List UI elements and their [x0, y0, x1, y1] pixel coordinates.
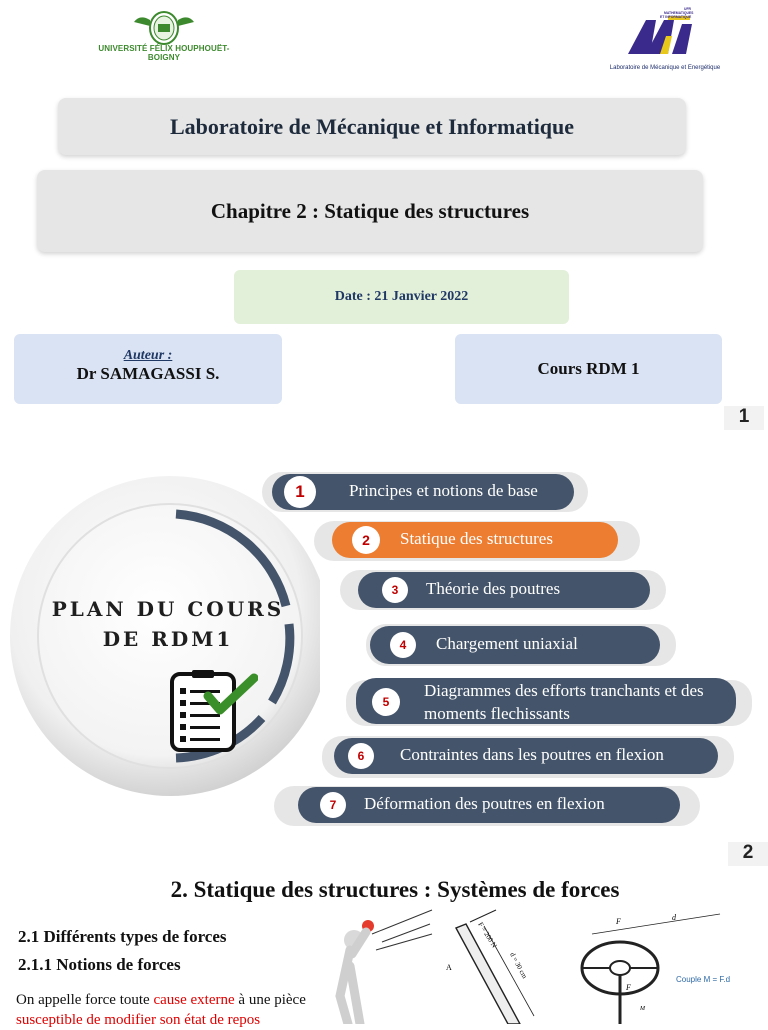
couple-label: Couple M = F.d [676, 975, 731, 984]
wrench-diagram-icon [446, 910, 534, 1024]
wheel-bottom-force-label: F [626, 983, 631, 992]
plan-title-line-2: DE RDM1 [102, 627, 234, 651]
slide3-title: 2. Statique des structures : Systèmes de forces [170, 877, 620, 902]
plan-item-7-label: Déformation des poutres en flexion [364, 794, 605, 813]
plan-item-3-label: Théorie des poutres [426, 579, 561, 598]
plan-item-2-number: 2 [352, 526, 380, 554]
wrench-point-label: A [446, 963, 452, 972]
plan-item-2-label: Statique des structures [400, 529, 553, 548]
course-box [455, 334, 722, 404]
plan-item-4[interactable] [370, 626, 660, 664]
checklist-icon [168, 668, 258, 754]
subtitle-types-of-forces: 2.1 Différents types de forces [18, 927, 227, 946]
wrench-distance-label: d = 30 cm [508, 951, 529, 980]
force-examples-figure [320, 906, 768, 1024]
lab-caption: Laboratoire de Mécanique et Energétique [609, 65, 721, 71]
chapter-title: Chapitre 2 : Statique des structures [210, 198, 530, 223]
plan-item-6[interactable] [334, 738, 718, 774]
lab-logo-text-2: MATHEMATIQUES [664, 11, 694, 15]
date-box [234, 270, 569, 324]
date-text: Date : 21 Janvier 2022 [334, 289, 469, 304]
plan-item-7-number: 7 [320, 792, 346, 818]
plan-item-4-label: Chargement uniaxial [436, 634, 578, 653]
plan-item-6-number: 6 [348, 743, 374, 769]
page-number-2: 2 [728, 842, 768, 866]
mi-lab-logo-icon [620, 6, 700, 60]
para-text-1: On appelle force toute [16, 992, 154, 1008]
plan-item-7[interactable] [298, 787, 680, 823]
para-highlight-2: susceptible de modifier son état de repos [16, 1012, 261, 1028]
para-highlight-1: cause externe [153, 992, 235, 1008]
subtitle-notions-of-forces: 2.1.1 Notions de forces [18, 955, 181, 974]
wheel-distance-label: d [672, 913, 676, 922]
plan-item-5[interactable] [356, 678, 736, 724]
author-label: Auteur : [123, 348, 173, 363]
lab-title-banner [58, 98, 686, 155]
plan-item-3-number: 3 [382, 577, 408, 603]
lab-logo-text-1: UFR [684, 7, 691, 11]
para-text-2: à une pièce [234, 992, 306, 1008]
plan-item-2[interactable] [332, 522, 618, 558]
lab-logo-text-3: ET INFORMATIQUE [660, 15, 692, 19]
plan-item-1-label: Principes et notions de base [349, 481, 538, 500]
course-name: Cours RDM 1 [537, 359, 640, 378]
wheel-force-label: F [616, 917, 621, 926]
moment-label: M [640, 1006, 645, 1012]
university-name: UNIVERSITÉ FÉLIX HOUPHOUËT-BOIGNY [98, 44, 230, 62]
plan-title-line-1: PLAN DU COURS [51, 597, 285, 621]
author-box [14, 334, 282, 404]
plan-item-3[interactable] [358, 572, 650, 608]
force-definition-paragraph [16, 990, 326, 1030]
plan-title [42, 594, 294, 654]
chapter-banner [37, 170, 703, 252]
steering-wheel-diagram-icon [582, 913, 730, 1024]
page-number-1: 1 [724, 406, 764, 430]
plan-item-6-label: Contraintes dans les poutres en flexion [400, 745, 664, 764]
plan-item-5-label: Diagrammes des efforts tranchants et des moments flechissants [424, 681, 704, 723]
person-pushing-icon [340, 910, 432, 1024]
plan-item-1-number: 1 [284, 476, 316, 508]
plan-item-4-number: 4 [390, 632, 416, 658]
wrench-force-label: F = 200 N [476, 920, 499, 950]
plan-item-5-number: 5 [372, 688, 400, 716]
lab-title: Laboratoire de Mécanique et Informatique [169, 113, 575, 139]
author-name: Dr SAMAGASSI S. [76, 364, 220, 383]
plan-item-1[interactable] [272, 474, 574, 510]
